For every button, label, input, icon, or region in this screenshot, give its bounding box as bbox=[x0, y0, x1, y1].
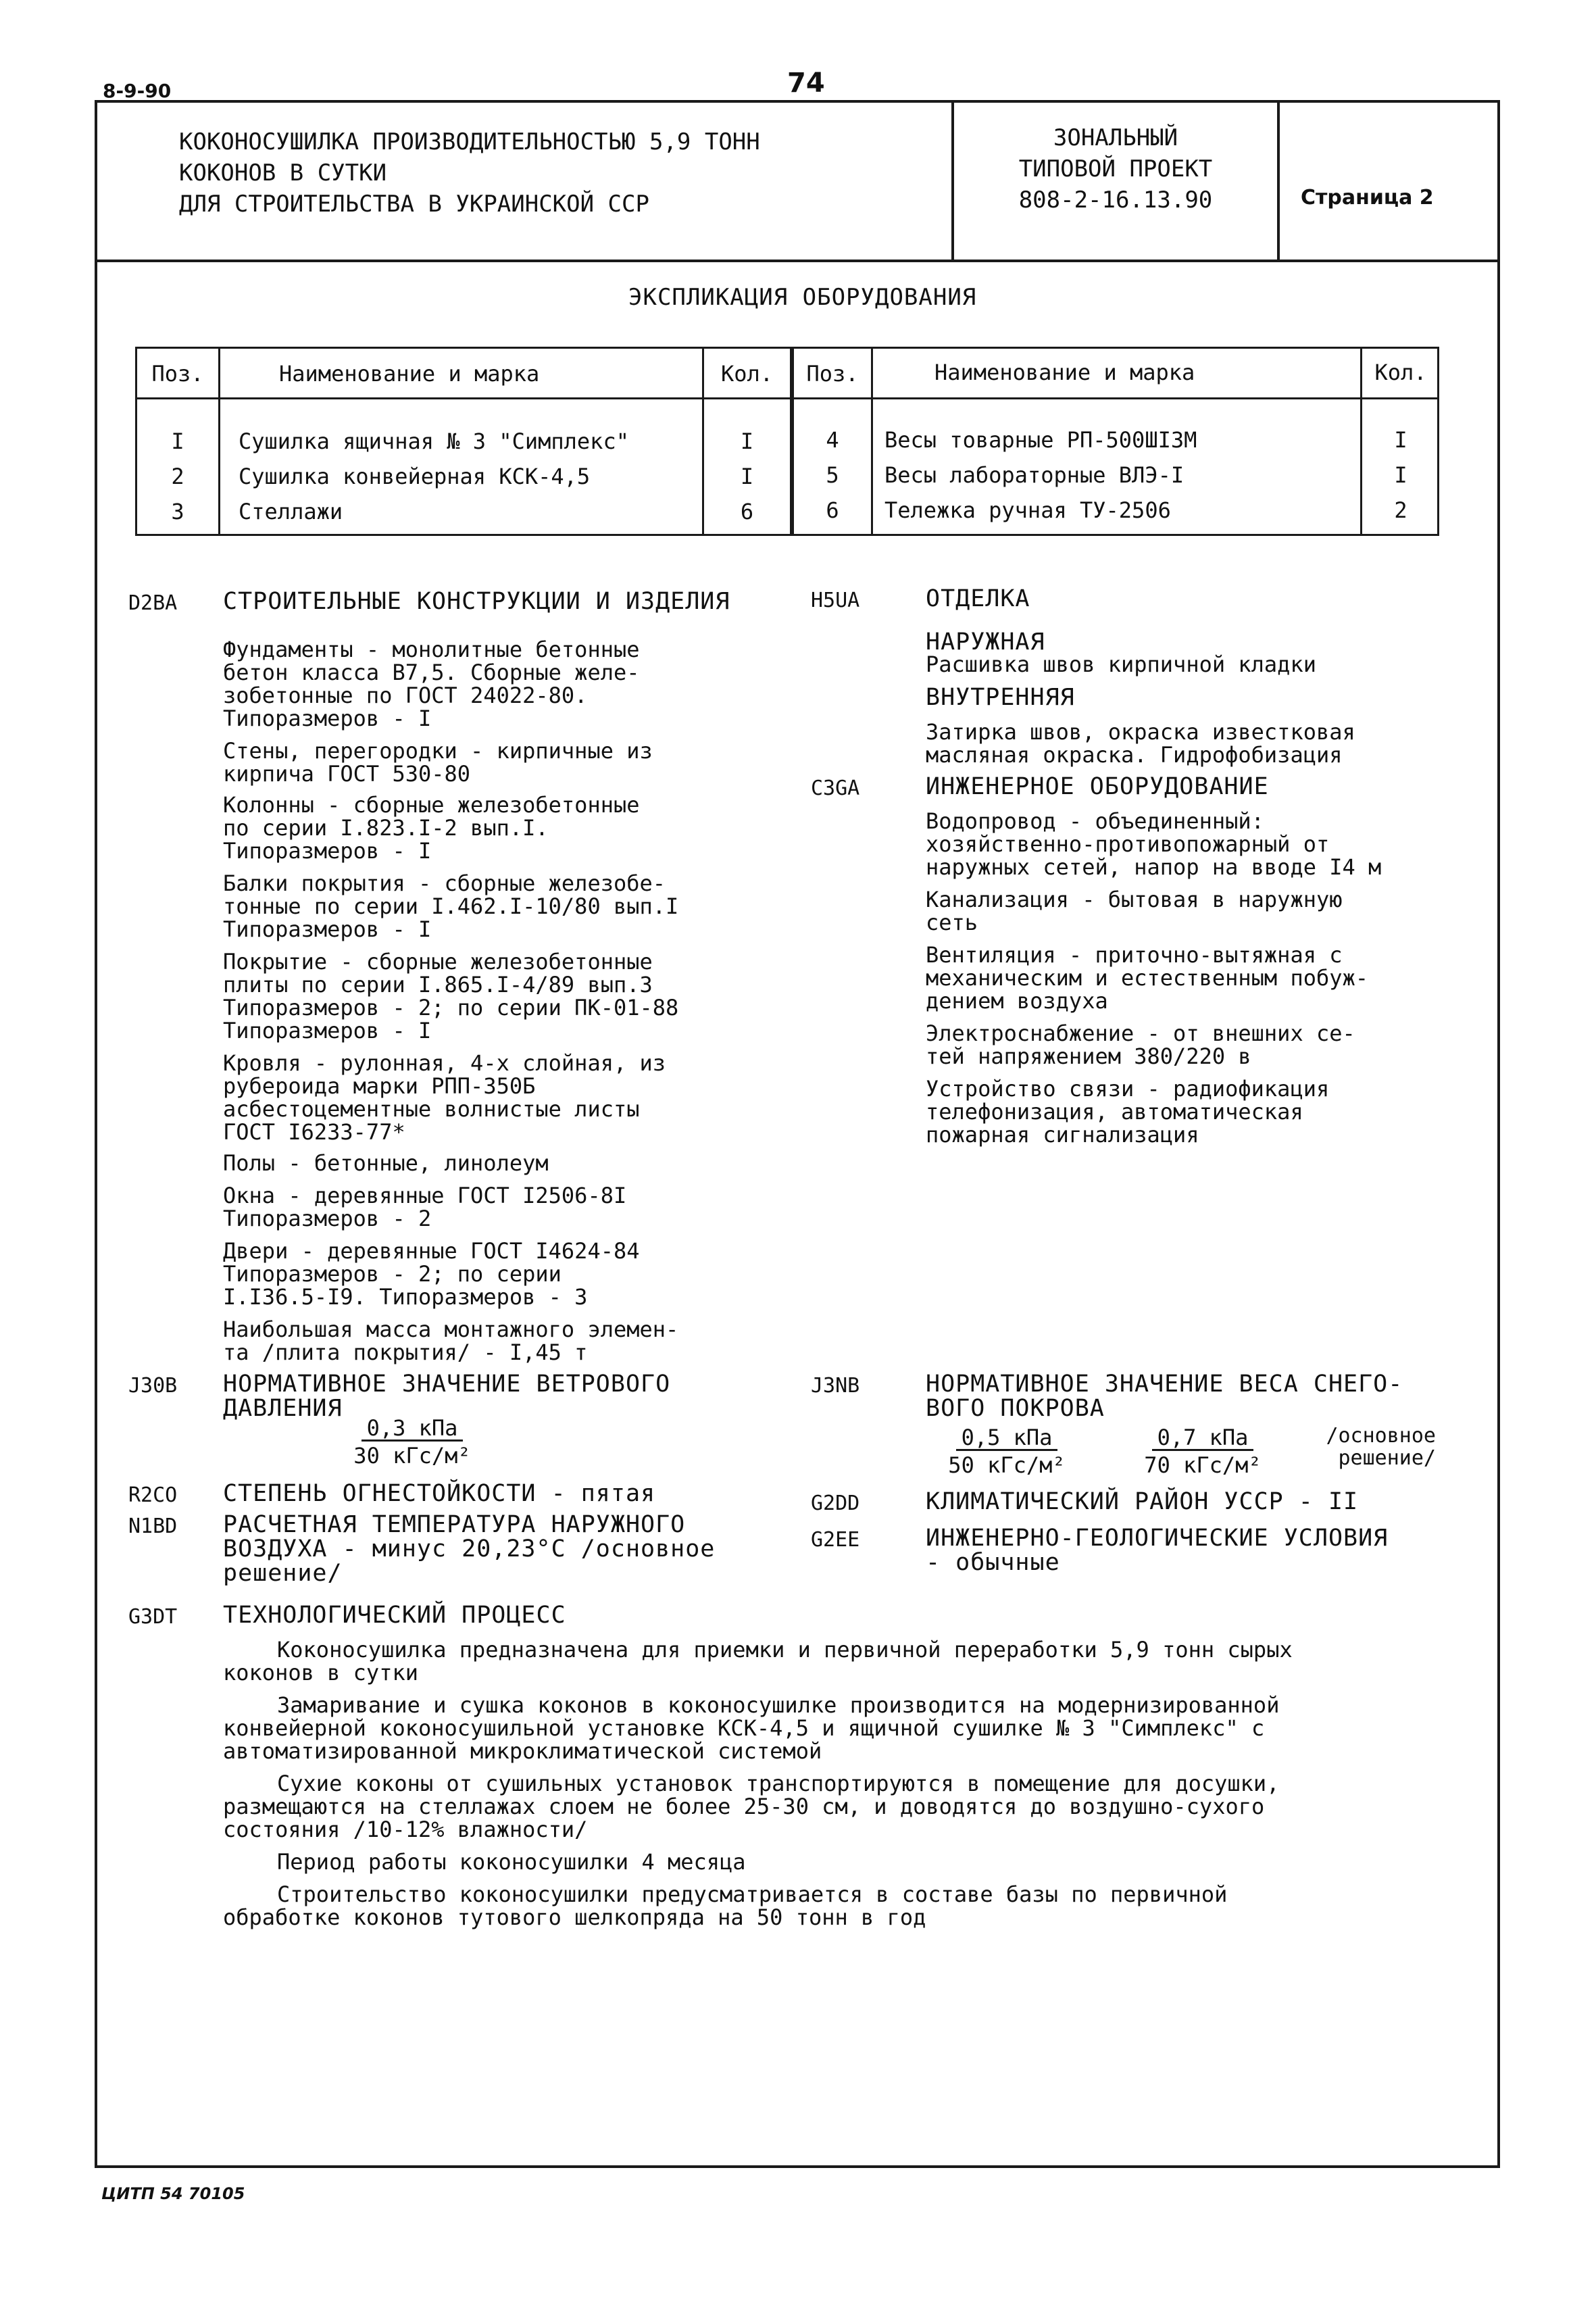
engineering-item: Водопровод - объединенный: хозяйственно-противопожарный от наружных сетей, напор на вводе I4 м bbox=[926, 808, 1382, 880]
section-code: J3NB bbox=[811, 1374, 860, 1398]
process-paragraph: Замаривание и сушка коконов в коконосушилке производится на модернизированной конвейерной коконосушильной установке КСК-4,5 и ящичной сушилке № 3 "Симплекс" с автоматизированной микроклиматической системой bbox=[223, 1692, 1280, 1764]
structures-item: Наибольшая масса монтажного элемен- та /плита покрытия/ - I,45 т bbox=[223, 1316, 679, 1365]
table-header-name: Наименование и марка bbox=[934, 360, 1195, 385]
table-cell-qty: I bbox=[740, 428, 754, 454]
table-cell-pos: 3 bbox=[171, 499, 184, 524]
process-paragraph: Строительство коконосушилки предусматривается в составе базы по первичной обработке коконов тутового шелкопряда на 50 тонн в год bbox=[223, 1881, 1228, 1930]
structures-item: Двери - деревянные ГОСТ I4624-84 Типоразмеров - 2; по серии I.I36.5-I9. Типоразмеров - 3 bbox=[223, 1238, 640, 1310]
title-line-1: КОКОНОСУШИЛКА ПРОИЗВОДИТЕЛЬНОСТЬЮ 5,9 ТОНН bbox=[179, 128, 760, 155]
table-cell-name: Тележка ручная ТУ-2506 bbox=[884, 497, 1171, 523]
finishing-inner-text: Затирка швов, окраска известковая масляная окраска. Гидрофобизация bbox=[926, 719, 1355, 768]
structures-item: Окна - деревянные ГОСТ I2506-8I Типоразмеров - 2 bbox=[223, 1183, 627, 1231]
table-header-name: Наименование и марка bbox=[279, 361, 540, 387]
page-label: Страница 2 bbox=[1301, 186, 1434, 210]
engineering-item: Устройство связи - радиофикация телефонизация, автоматическая пожарная сигнализация bbox=[926, 1076, 1330, 1148]
section-code: D2BA bbox=[128, 591, 178, 615]
snow-value-1-kpa: 0,5 кПа bbox=[956, 1426, 1058, 1451]
table-cell-qty: 6 bbox=[740, 499, 754, 524]
finishing-outer-text: Расшивка швов кирпичной кладки bbox=[926, 651, 1316, 677]
snow-note: /основное решение/ bbox=[1326, 1424, 1436, 1470]
section-code: N1BD bbox=[128, 1515, 178, 1538]
page-number: 74 bbox=[787, 68, 825, 99]
table-cell-pos: 4 bbox=[826, 427, 839, 453]
table-cell-pos: 5 bbox=[826, 462, 839, 488]
section-code: C3GA bbox=[811, 777, 860, 800]
title-line-2: КОКОНОВ В СУТКИ bbox=[179, 159, 387, 187]
fire-resistance: СТЕПЕНЬ ОГНЕСТОЙКОСТИ - пятая bbox=[223, 1480, 656, 1507]
table-cell-name: Весы товарные РП-500ШI3М bbox=[884, 427, 1197, 453]
process-paragraph: Коконосушилка предназначена для приемки и первичной переработки 5,9 тонн сырых коконов в сутки bbox=[223, 1637, 1293, 1685]
table-cell-qty: I bbox=[1394, 427, 1407, 453]
structures-item: Стены, перегородки - кирпичные из кирпича ГОСТ 530-80 bbox=[223, 738, 653, 787]
section-code: G2EE bbox=[811, 1528, 860, 1552]
process-text bbox=[223, 1638, 1480, 1929]
table-cell-name: Сушилка конвейерная КСК-4,5 bbox=[239, 464, 591, 489]
section-code: J30B bbox=[128, 1374, 178, 1398]
table-header-pos: Поз. bbox=[151, 361, 204, 387]
document-title bbox=[179, 130, 760, 216]
equipment-table bbox=[135, 347, 1439, 536]
section-code: G3DT bbox=[128, 1605, 178, 1629]
table-col-line bbox=[871, 349, 873, 534]
climate-region: КЛИМАТИЧЕСКИЙ РАЙОН УССР - II bbox=[926, 1488, 1359, 1515]
snow-value-2-kpa: 0,7 кПа bbox=[1152, 1426, 1254, 1451]
finishing-outer-label: НАРУЖНАЯ bbox=[926, 629, 1045, 656]
structures-item: Фундаменты - монолитные бетонные бетон класса В7,5. Сборные желе- зобетонные по ГОСТ 24022-80. Типоразмеров - I bbox=[223, 637, 640, 731]
table-cell-pos: I bbox=[171, 428, 184, 454]
table-cell-qty: I bbox=[740, 464, 754, 489]
table-header-rule bbox=[137, 397, 1437, 399]
section-code: R2CO bbox=[128, 1483, 178, 1507]
section-title-wind: НОРМАТИВНОЕ ЗНАЧЕНИЕ ВЕТРОВОГО ДАВЛЕНИЯ bbox=[223, 1371, 671, 1422]
structures-item: Кровля - рулонная, 4-х слойная, из рубероида марки РПП-350Б асбестоцементные волнистые листы ГОСТ I6233-77* bbox=[223, 1050, 666, 1145]
snow-value-2 bbox=[1122, 1426, 1284, 1477]
footer-code: ЦИТП 54 70105 bbox=[101, 2184, 245, 2203]
section-title-process: ТЕХНОЛОГИЧЕСКИЙ ПРОЦЕСС bbox=[223, 1602, 566, 1629]
table-cell-qty: 2 bbox=[1394, 497, 1407, 523]
wind-value bbox=[331, 1417, 493, 1467]
structures-item: Полы - бетонные, линолеум bbox=[223, 1150, 549, 1176]
wind-value-kgs: 30 кГс/м² bbox=[353, 1443, 471, 1469]
table-header-pos: Поз. bbox=[806, 361, 859, 387]
table-cell-name: Сушилка ящичная № 3 "Симплекс" bbox=[239, 428, 629, 454]
snow-value-1-kgs: 50 кГс/м² bbox=[948, 1452, 1066, 1478]
table-cell-qty: I bbox=[1394, 462, 1407, 488]
section-code: G2DD bbox=[811, 1492, 860, 1515]
table-cell-pos: 6 bbox=[826, 497, 839, 523]
table-cell-pos: 2 bbox=[171, 464, 184, 489]
section-title-finishing: ОТДЕЛКА bbox=[926, 585, 1030, 612]
structures-item: Покрытие - сборные железобетонные плиты по серии I.865.I-4/89 вып.3 Типоразмеров - 2; по серии ПК-01-88 Типоразмеров - I bbox=[223, 949, 679, 1043]
engineering-item: Канализация - бытовая в наружную сеть bbox=[926, 887, 1343, 935]
header-divider-2 bbox=[1277, 100, 1280, 262]
process-paragraph: Период работы коконосушилки 4 месяца bbox=[277, 1849, 746, 1875]
corner-code: 8-9-90 bbox=[103, 80, 172, 102]
structures-item: Балки покрытия - сборные железобе- тонные по серии I.462.I-10/80 вып.I Типоразмеров - I bbox=[223, 870, 679, 942]
project-block bbox=[954, 126, 1277, 212]
table-cell-name: Весы лабораторные ВЛЭ-I bbox=[884, 462, 1184, 488]
project-line-2: ТИПОВОЙ ПРОЕКТ bbox=[1018, 155, 1213, 182]
section-title-engineering: ИНЖЕНЕРНОЕ ОБОРУДОВАНИЕ bbox=[926, 773, 1269, 800]
snow-value-1 bbox=[926, 1426, 1088, 1477]
engineering-item: Электроснабжение - от внешних се- тей напряжением 380/220 в bbox=[926, 1020, 1355, 1069]
design-temperature: РАСЧЕТНАЯ ТЕМПЕРАТУРА НАРУЖНОГО ВОЗДУХА - минус 20,23°С /основное решение/ bbox=[223, 1511, 716, 1587]
geology-conditions: ИНЖЕНЕРНО-ГЕОЛОГИЧЕСКИЕ УСЛОВИЯ - обычные bbox=[926, 1525, 1389, 1576]
section-title-structures: СТРОИТЕЛЬНЫЕ КОНСТРУКЦИИ И ИЗДЕЛИЯ bbox=[223, 588, 730, 615]
equipment-title: ЭКСПЛИКАЦИЯ ОБОРУДОВАНИЯ bbox=[628, 284, 977, 311]
title-line-3: ДЛЯ СТРОИТЕЛЬСТВА В УКРАИНСКОЙ ССР bbox=[179, 191, 649, 218]
structures-item: Колонны - сборные железобетонные по серии I.823.I-2 вып.I. Типоразмеров - I bbox=[223, 792, 640, 864]
table-header-qty: Кол. bbox=[1374, 360, 1427, 385]
finishing-inner-label: ВНУТРЕННЯЯ bbox=[926, 684, 1075, 711]
section-title-snow: НОРМАТИВНОЕ ЗНАЧЕНИЕ ВЕСА СНЕГО- ВОГО ПОКРОВА bbox=[926, 1371, 1403, 1422]
engineering-item: Вентиляция - приточно-вытяжная с механическим и естественным побуж- дением воздуха bbox=[926, 942, 1369, 1014]
table-cell-name: Стеллажи bbox=[239, 499, 343, 524]
project-number: 808-2-16.13.90 bbox=[1018, 187, 1213, 214]
wind-value-kpa: 0,3 кПа bbox=[361, 1417, 464, 1442]
table-col-line bbox=[218, 349, 220, 534]
table-header-qty: Кол. bbox=[720, 361, 774, 387]
snow-value-2-kgs: 70 кГс/м² bbox=[1144, 1452, 1262, 1478]
process-paragraph: Сухие коконы от сушильных установок транспортируются в помещение для досушки, размещаются на стеллажах слоем не более 25-30 см, и доводятся до воздушно-сухого состояния /10-12% влажности/ bbox=[223, 1771, 1280, 1842]
section-code: H5UA bbox=[811, 589, 860, 612]
project-line-1: ЗОНАЛЬНЫЙ bbox=[1053, 124, 1178, 151]
